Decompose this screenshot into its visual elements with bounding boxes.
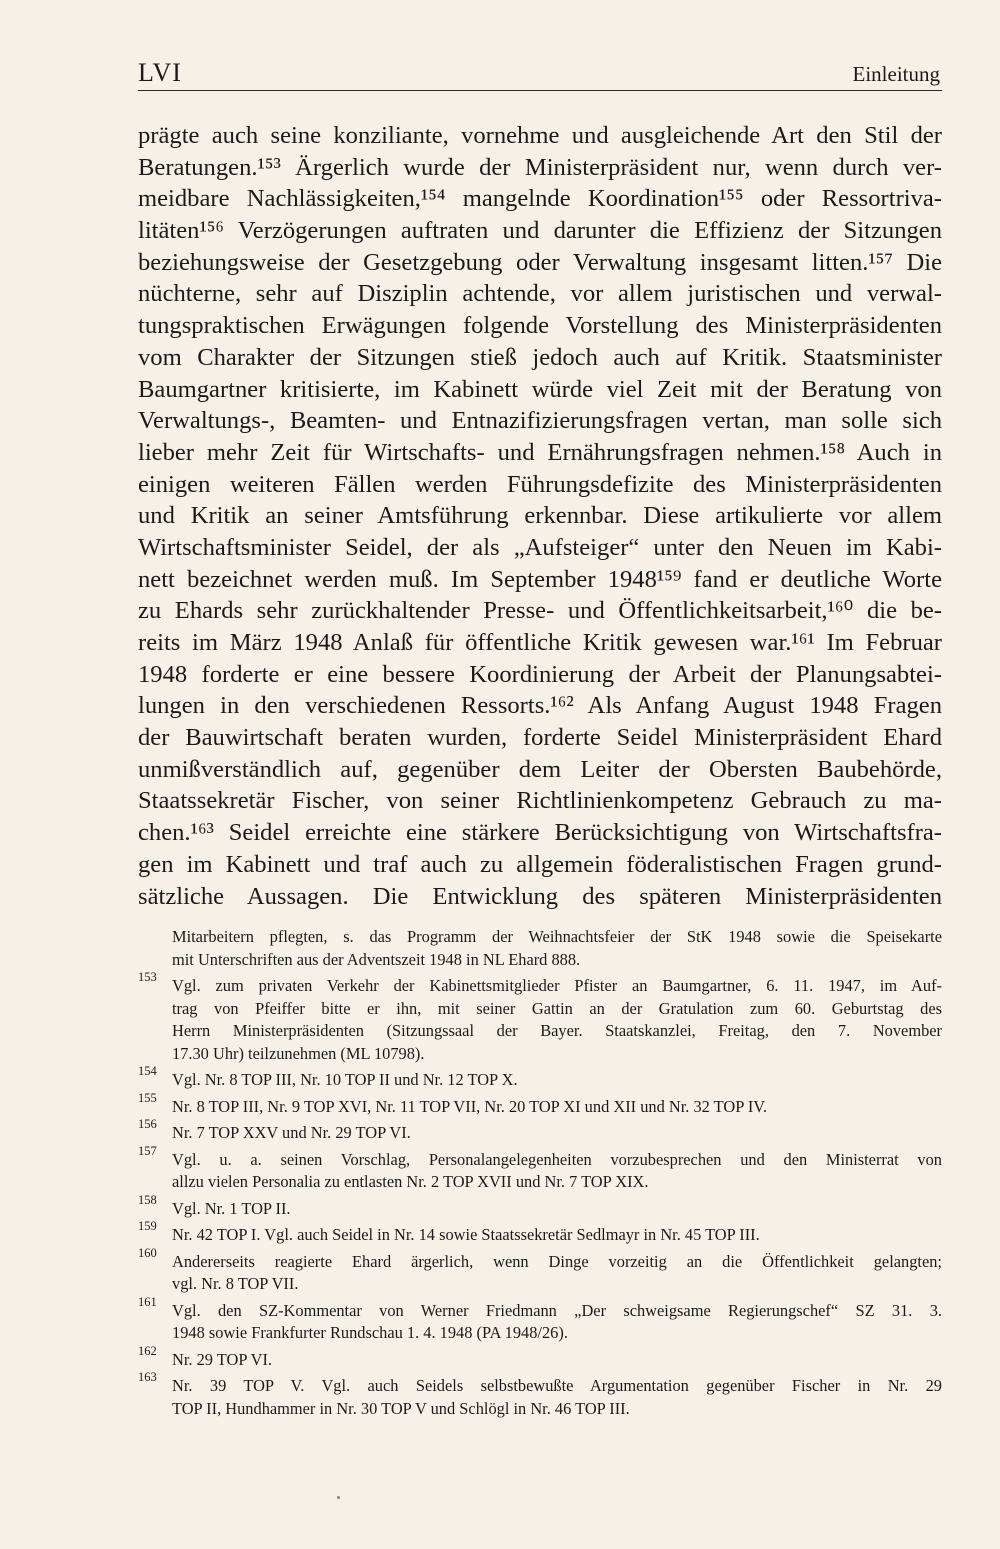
body-line: lieber mehr Zeit für Wirtschafts- und Ernährungsfragen nehmen.¹⁵⁸ Auch in [138, 438, 942, 466]
body-line: und Kritik an seiner Amtsführung erkennbar. Diese artikulierte vor allem [138, 502, 942, 530]
body-line: Wirtschaftsminister Seidel, der als „Aufsteiger“ unter den Neuen im Kabi- [138, 533, 942, 561]
section-title: Einleitung [852, 62, 940, 86]
body-line: nüchterne, sehr auf Disziplin achtende, vor allem juristischen und verwal- [138, 280, 942, 308]
footnote [138, 1294, 942, 1345]
footnote-number: 154 [138, 1064, 157, 1078]
footnote [138, 1143, 942, 1194]
body-line: meidbare Nachlässigkeiten,¹⁵⁴ mangelnde Koordination¹⁵⁵ oder Ressortriva- [138, 185, 942, 213]
body-line: Baumgartner kritisierte, im Kabinett würde viel Zeit mit der Beratung von [138, 375, 942, 403]
footnotes [138, 926, 942, 1420]
body-line: beziehungsweise der Gesetzgebung oder Verwaltung insgesamt litten.¹⁵⁷ Die [138, 248, 942, 276]
footnote-number: 153 [138, 970, 157, 984]
footnote [138, 1219, 942, 1247]
footnote [138, 970, 942, 1065]
footnote-line: Mitarbeitern pflegten, s. das Programm der Weihnachtsfeier der StK 1948 sowie die Speisekarte [172, 927, 942, 946]
body-line: chen.¹⁶³ Seidel erreichte eine stärkere Berücksichtigung von Wirtschaftsfra- [138, 819, 942, 847]
footnote-line: TOP II, Hundhammer in Nr. 30 TOP V und Schlögl in Nr. 46 TOP III. [172, 1398, 630, 1418]
footnote-line: Nr. 39 TOP V. Vgl. auch Seidels selbstbewußte Argumentation gegenüber Fischer in Nr. 29 [172, 1376, 942, 1395]
footnote-number: 161 [138, 1294, 157, 1309]
paper-speck [337, 1496, 340, 1499]
footnote-line: Nr. 42 TOP I. Vgl. auch Seidel in Nr. 14 sowie Staatssekretär Sedlmayr in Nr. 45 TOP III. [172, 1225, 760, 1244]
body-line: prägte auch seine konziliante, vornehme und ausgleichende Art den Stil der [138, 122, 942, 149]
footnote-line: vgl. Nr. 8 TOP VII. [172, 1274, 299, 1293]
footnote [138, 1343, 942, 1372]
body-line: unmißverständlich auf, gegenüber dem Leiter der Obersten Baubehörde, [138, 755, 942, 783]
footnote [138, 1064, 942, 1092]
body-line: sätzliche Aussagen. Die Entwicklung des späteren Ministerpräsidenten [138, 882, 942, 910]
footnote-line: Andererseits reagierte Ehard ärgerlich, wenn Dinge vorzeitig an die Öffentlichkeit gelangten; [172, 1251, 942, 1271]
body-line: Beratungen.¹⁵³ Ärgerlich wurde der Ministerpräsident nur, wenn durch ver- [138, 153, 942, 181]
body-line: Verwaltungs-, Beamten- und Entnazifizierungsfragen vertan, man solle sich [138, 407, 942, 435]
footnote-number: 156 [138, 1117, 157, 1131]
body-text [138, 120, 942, 912]
footnote-number: 160 [138, 1245, 157, 1260]
footnote [138, 1192, 942, 1221]
footnote-number: 163 [138, 1370, 157, 1384]
footnote-line: Vgl. u. a. seinen Vorschlag, Personalangelegenheiten vorzubesprechen und den Ministerrat von [172, 1149, 942, 1169]
body-line: reits im März 1948 Anlaß für öffentliche Kritik gewesen war.¹⁶¹ Im Februar [138, 629, 942, 656]
footnote-line: allzu vielen Personalia zu entlasten Nr. 2 TOP XVII und Nr. 7 TOP XIX. [172, 1172, 649, 1191]
body-line: vom Charakter der Sitzungen stieß jedoch auch auf Kritik. Staatsminister [138, 343, 942, 371]
page-number: LVI [138, 58, 182, 87]
footnote-line: Nr. 8 TOP III, Nr. 9 TOP XVI, Nr. 11 TOP VII, Nr. 20 TOP XI und XII und Nr. 32 TOP IV. [172, 1096, 768, 1116]
footnote-line: Nr. 29 TOP VI. [172, 1349, 273, 1369]
footnote [138, 1245, 942, 1296]
footnote-line: 1948 sowie Frankfurter Rundschau 1. 4. 1948 (PA 1948/26). [172, 1323, 568, 1342]
footnote [138, 1370, 942, 1420]
footnote-number: 162 [138, 1343, 157, 1358]
body-line: der Bauwirtschaft beraten wurden, forderte Seidel Ministerpräsident Ehard [138, 724, 942, 752]
footnote-line: trag von Pfeiffer bitte er ihn, mit seiner Gattin an der Gratulation zum 60. Geburtstag des [172, 998, 942, 1018]
body-line: zu Ehards sehr zurückhaltender Presse- und Öffentlichkeitsarbeit,¹⁶⁰ die be- [138, 597, 942, 625]
footnote-number: 155 [138, 1090, 157, 1105]
footnote-line: Vgl. Nr. 8 TOP III, Nr. 10 TOP II und Nr. 12 TOP X. [172, 1070, 518, 1089]
body-line: einigen weiteren Fällen werden Führungsdefizite des Ministerpräsidenten [138, 470, 942, 498]
footnote [138, 1117, 942, 1145]
body-line: gen im Kabinett und traf auch zu allgemein föderalistischen Fragen grund- [138, 850, 942, 878]
footnote-line: Nr. 7 TOP XXV und Nr. 29 TOP VI. [172, 1123, 411, 1142]
footnote [138, 1090, 942, 1119]
footnote [138, 926, 942, 971]
footnote-line: Vgl. Nr. 1 TOP II. [172, 1198, 291, 1218]
footnote-number: 157 [138, 1143, 157, 1158]
footnote-line: Vgl. den SZ-Kommentar von Werner Friedmann „Der schweigsame Regierungschef“ SZ 31. 3. [172, 1300, 942, 1320]
footnote-line: 17.30 Uhr) teilzunehmen (ML 10798). [172, 1043, 425, 1063]
footnote-line: Herrn Ministerpräsidenten (Sitzungssaal der Bayer. Staatskanzlei, Freitag, den 7. November [172, 1021, 942, 1040]
body-line: nett bezeichnet werden muß. Im September 1948¹⁵⁹ fand er deutliche Worte [138, 565, 942, 593]
footnote-line: Vgl. zum privaten Verkehr der Kabinettsmitglieder Pfister an Baumgartner, 6. 11. 1947, im Auf- [172, 976, 942, 995]
body-line: lungen in den verschiedenen Ressorts.¹⁶² Als Anfang August 1948 Fragen [138, 692, 942, 720]
body-line: litäten¹⁵⁶ Verzögerungen auftraten und darunter die Effizienz der Sitzungen [138, 217, 942, 245]
footnote-line: mit Unterschriften aus der Adventszeit 1948 in NL Ehard 888. [172, 949, 581, 969]
body-line: 1948 forderte er eine bessere Koordinierung der Arbeit der Planungsabtei- [138, 660, 942, 688]
footnote-number: 159 [138, 1219, 157, 1233]
body-line: tungspraktischen Erwägungen folgende Vorstellung des Ministerpräsidenten [138, 312, 942, 340]
footnote-number: 158 [138, 1192, 157, 1207]
running-head [138, 56, 942, 91]
body-line: Staatssekretär Fischer, von seiner Richtlinienkompetenz Gebrauch zu ma- [138, 787, 942, 815]
